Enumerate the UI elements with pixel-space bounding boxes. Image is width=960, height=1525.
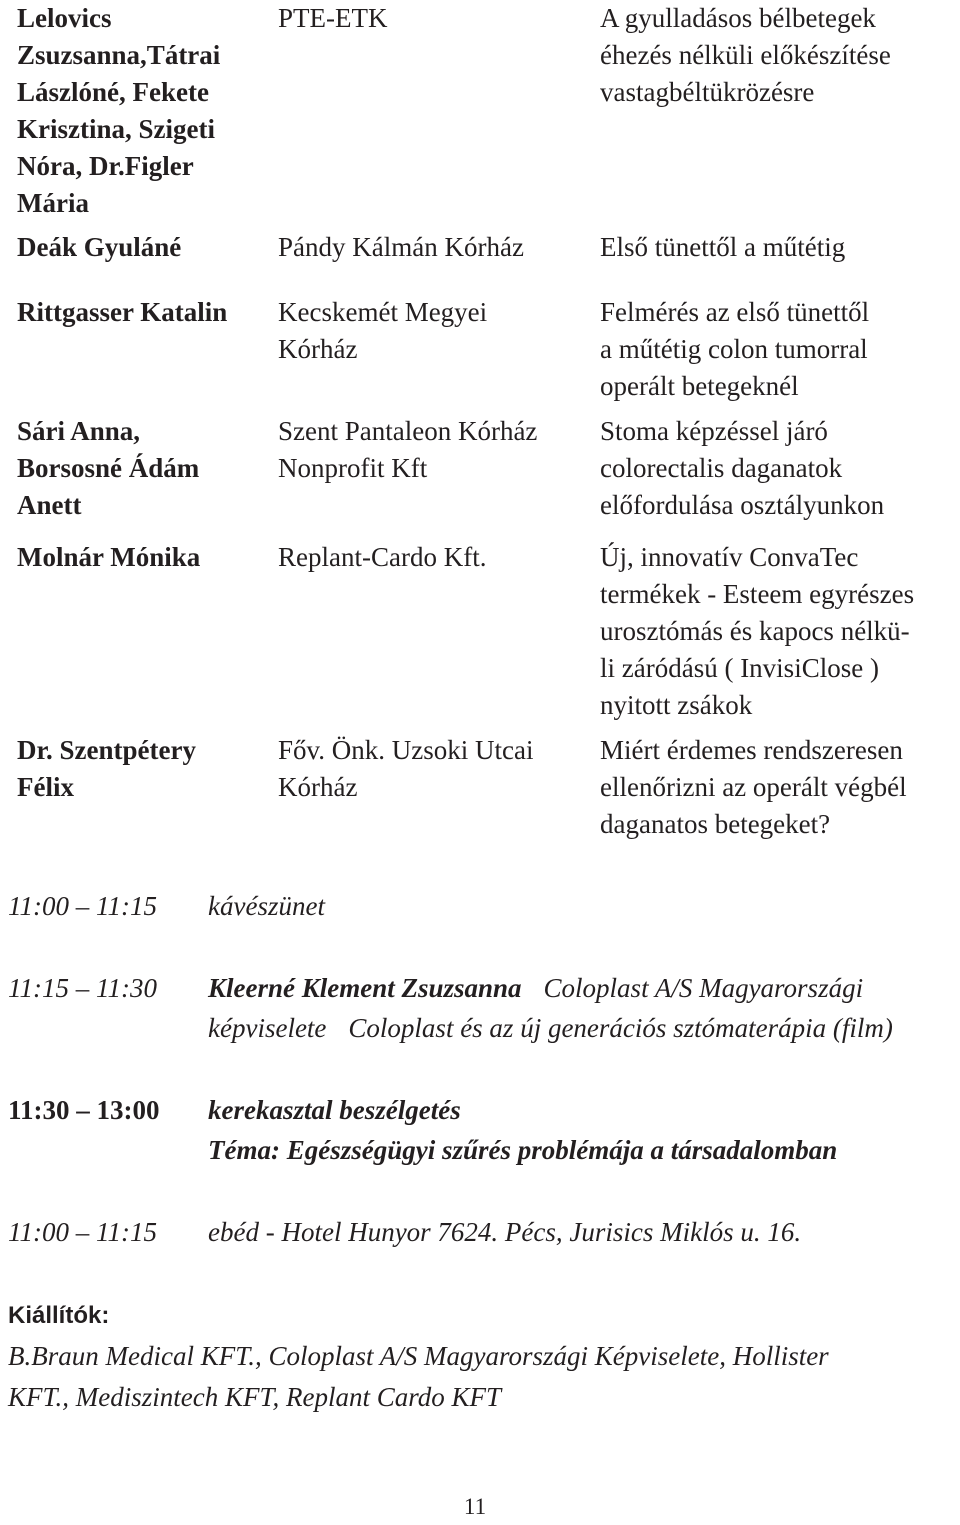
organization-cont: képviselete	[208, 1013, 327, 1043]
talk-title: Új, innovatív ConvaTec termékek - Esteem egyrészes urosztómás és kapocs nélkü- li záródású ( InvisiClose ) nyitott zsákok	[600, 542, 915, 720]
institution: Főv. Önk. Uzsoki Utcai Kórház	[278, 735, 534, 802]
talk-title: A gyulladásos bélbetegek éhezés nélküli előkészítése vastagbéltükrözésre	[600, 3, 891, 107]
speaker-name: Deák Gyuláné	[17, 232, 182, 262]
institution: Pándy Kálmán Kórház	[278, 232, 524, 262]
exhibitors-title: Kiállítók:	[8, 1302, 110, 1329]
schedule-description: ebéd - Hotel Hunyor 7624. Pécs, Jurisics Miklós u. 16.	[208, 1217, 802, 1247]
talk-title: Miért érdemes rendszeresen ellenőrizni az operált végbél daganatos betegeket?	[600, 735, 907, 839]
speaker-name: Molnár Mónika	[17, 542, 201, 572]
institution: Replant-Cardo Kft.	[278, 542, 487, 572]
schedule-time: 11:00 – 11:15	[8, 891, 157, 921]
speaker-name: Lelovics Zsuzsanna,Tátrai Lászlóné, Fekete Krisztina, Szigeti Nóra, Dr.Figler Mária	[17, 3, 221, 218]
roundtable-theme: Téma: Egészségügyi szűrés problémája a társadalomban	[208, 1135, 838, 1165]
talk-title: Első tünettől a műtétig	[600, 232, 846, 262]
talk-title: Felmérés az első tünettől a műtétig colon tumorral operált betegeknél	[600, 297, 870, 401]
institution: Kecskemét Megyei Kórház	[278, 297, 488, 364]
page-number: 11	[463, 1494, 487, 1519]
organization: Coloplast A/S Magyarországi	[543, 973, 864, 1003]
schedule-time: 11:15 – 11:30	[8, 973, 157, 1003]
speaker-name: Sári Anna, Borsosné Ádám Anett	[17, 416, 200, 520]
schedule-description: kávészünet	[208, 891, 325, 921]
institution: PTE-ETK	[278, 3, 388, 33]
schedule-description	[208, 1090, 960, 1170]
schedule-time: 11:00 – 11:15	[8, 1217, 157, 1247]
speaker-name: Rittgasser Katalin	[17, 297, 228, 327]
schedule-time: 11:30 – 13:00	[8, 1095, 160, 1125]
schedule-description	[208, 968, 960, 1048]
exhibitors-list: B.Braun Medical KFT., Coloplast A/S Magyarországi Képviselete, Hollister KFT., Mediszintech KFT, Replant Cardo KFT	[8, 1341, 829, 1412]
exhibitors-section	[8, 1295, 956, 1418]
speaker-name: Dr. Szentpétery Félix	[17, 735, 196, 802]
talk-title: Stoma képzéssel járó colorectalis daganatok előfordulása osztályunkon	[600, 416, 885, 520]
talk-title: Coloplast és az új generációs sztómaterápia (film)	[348, 1013, 893, 1043]
speaker-name: Kleerné Klement Zsuzsanna	[208, 973, 522, 1003]
roundtable-title: kerekasztal beszélgetés	[208, 1095, 461, 1125]
institution: Szent Pantaleon Kórház Nonprofit Kft	[278, 416, 538, 483]
